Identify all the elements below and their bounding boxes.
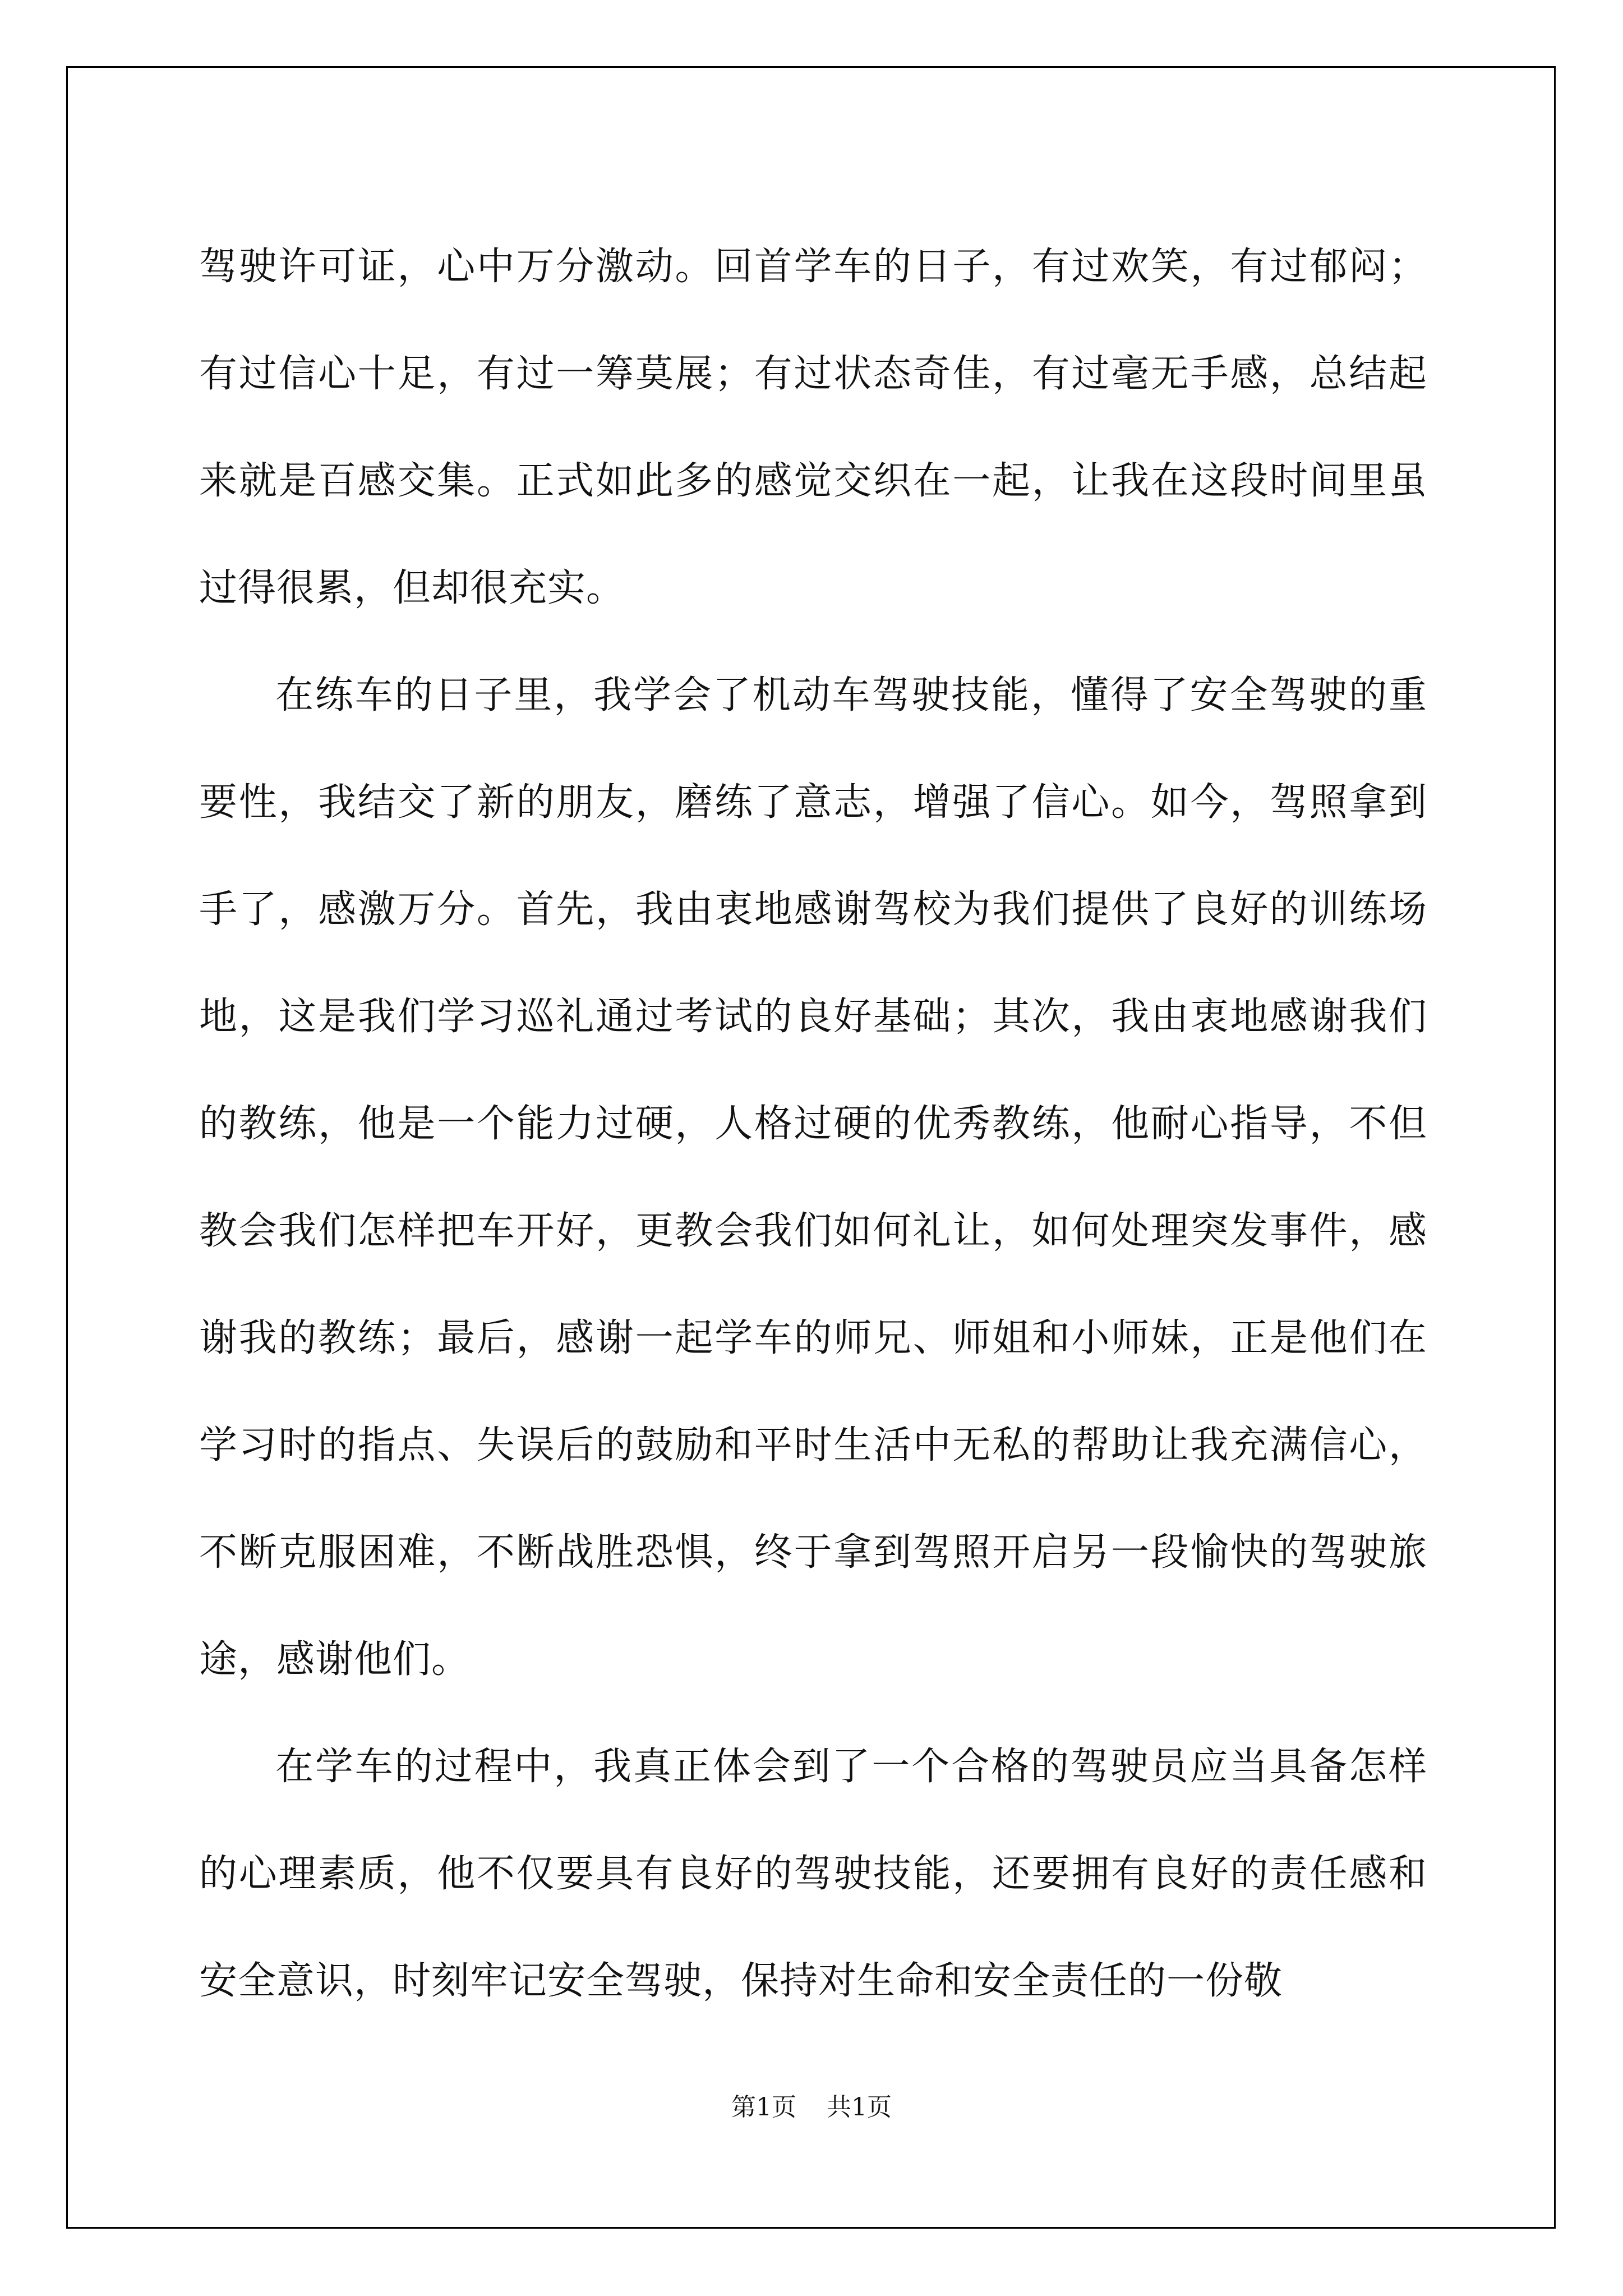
paragraph-3: 在学车的过程中，我真正体会到了一个合格的驾驶员应当具备怎样的心理素质，他不仅要具有良好的驾驶技能，还要拥有良好的责任感和安全意识，时刻牢记安全驾驶，保持对生命和安全责任的一份敬 [199,1745,1427,2003]
document-body [199,213,1427,2035]
paragraph-1: 驾驶许可证，心中万分激动。回首学车的日子，有过欢笑，有过郁闷；有过信心十足，有过一筹莫展；有过状态奇佳，有过毫无手感，总结起来就是百感交集。正式如此多的感觉交织在一起，让我在这段时间里虽过得很累，但却很充实。 [199,245,1427,610]
paragraph-2: 在练车的日子里，我学会了机动车驾驶技能，懂得了安全驾驶的重要性，我结交了新的朋友，磨练了意志，增强了信心。如今，驾照拿到手了，感激万分。首先，我由衷地感谢驾校为我们提供了良好的训练场地，这是我们学习巡礼通过考试的良好基础；其次，我由衷地感谢我们的教练，他是一个能力过硬，人格过硬的优秀教练，他耐心指导，不但教会我们怎样把车开好，更教会我们如何礼让，如何处理突发事件，感谢我的教练；最后，感谢一起学车的师兄、师姐和小师妹，正是他们在学习时的指点、失误后的鼓励和平时生活中无私的帮助让我充满信心，不断克服困难，不断战胜恐惧，终于拿到驾照开启另一段愉快的驾驶旅途，感谢他们。 [199,673,1427,1682]
page-footer [0,2087,1623,2123]
page-number-total: 共1页 [827,2093,892,2122]
page-number-current: 第1页 [731,2093,796,2122]
